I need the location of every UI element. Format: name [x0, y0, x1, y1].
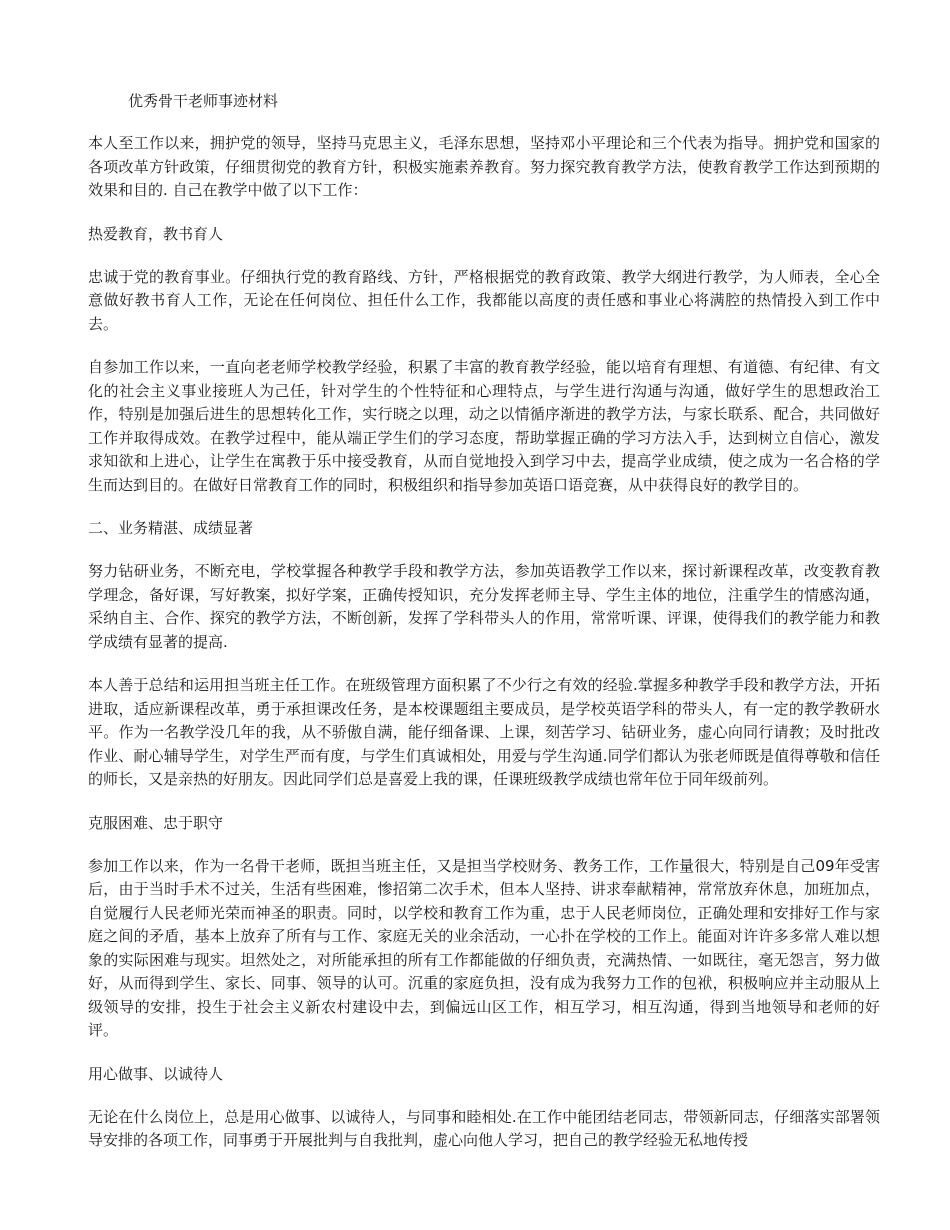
paragraph-class-teacher: 本人善于总结和运用担当班主任工作。在班级管理方面积累了不少行之有效的经验.掌握多种教学手段和教学方法，开拓进取，适应新课程改革，勇于承担课改任务，是本校课题组主要成员，是学校英语学科的带头人，有一定的教学教研水平。作为一名教学没几年的我，从不骄傲自满，能仔细备课、上课，刻苦学习、钻研业务，虚心向同行请教；及时批改作业、耐心辅导学生，对学生严而有度，与学生们真诚相处，用爱与学生沟通.同学们都认为张老师既是值得尊敬和信任的师长，又是亲热的好朋友。因此同学们总是喜爱上我的课，任课班级教学成绩也常年位于同年级前列。: [88, 676, 880, 788]
paragraph-experience: 自参加工作以来，一直向老老师学校教学经验，积累了丰富的教育教学经验，能以培育有理想、有道德、有纪律、有文化的社会主义事业接班人为己任，针对学生的个性特征和心理特点，与学生进行沟通与沟通，做好学生的思想政治工作，特别是加强后进生的思想转化工作，实行晓之以理，动之以情循序渐进的教学方法，与家长联系、配合，共同做好工作并取得成效。在教学过程中，能从端正学生们的学习态度，帮助掌握正确的学习方法入手，达到树立自信心，激发求知欲和上进心，让学生在寓教于乐中接受教育，从而自觉地投入到学习中去，提高学业成绩，使之成为一名合格的学生而达到目的。在做好日常教育工作的同时，积极组织和指导参加英语口语竞赛，从中获得良好的教学目的。: [88, 358, 880, 494]
section-heading-sincerity: 用心做事、以诚待人: [88, 1064, 224, 1083]
section-heading-overcome-difficulties: 克服困难、忠于职守: [88, 813, 224, 832]
paragraph-study-business: 努力钻研业务，不断充电，学校掌握各种教学手段和教学方法，参加英语教学工作以来，探讨新课程改革，改变教育教学理念，备好课，写好教案，拟好学案，正确传授知识，充分发挥老师主导、学生主体的地位，注重学生的情感沟通，采纳自主、合作、探究的教学方法，不断创新，发挥了学科带头人的作用，常常听课、评课，使得我们的教学能力和教学成绩有显著的提高.: [88, 562, 880, 651]
paragraph-sincerity: 无论在什么岗位上，总是用心做事、以诚待人，与同事和睦相处.在工作中能团结老同志，带领新同志，仔细落实部署领导安排的各项工作，同事勇于开展批判与自我批判，虚心向他人学习，把自己的教学经验无私地传授: [88, 1107, 880, 1149]
section-heading-business-excellence: 二、业务精湛、成绩显著: [88, 519, 254, 537]
section-heading-love-education: 热爱教育，教书育人: [88, 224, 224, 243]
paragraph-dedication: 参加工作以来，作为一名骨干老师，既担当班主任，又是担当学校财务、教务工作，工作量很大，特别是自己09年受害后，由于当时手术不过关，生活有些困难，惨招第二次手术，但本人坚持、讲求奉献精神，常常放弃休息，加班加点，自觉履行人民老师光荣而神圣的职责。同时，以学校和教育工作为重，忠于人民老师岗位，正确处理和安排好工作与家庭之间的矛盾，基本上放弃了所有与工作、家庭无关的业余活动，一心扑在学校的工作上。能面对许许多多常人难以想象的实际困难与现实。坦然处之，对所能承担的所有工作都能做的仔细负责，充满热情、一如既往，毫无怨言，努力做好，从而得到学生、家长、同事、领导的认可。沉重的家庭负担，没有成为我努力工作的包袱，积极响应并主动服从上级领导的安排，投生于社会主义新农村建设中去，到偏远山区工作，相互学习，相互沟通，得到当地领导和老师的好评。: [88, 856, 880, 1039]
paragraph-loyalty: 忠诚于党的教育事业。仔细执行党的教育路线、方针，严格根据党的教育政策、教学大纲进行教学，为人师表，全心全意做好教书育人工作，无论在任何岗位、担任什么工作，我都能以高度的责任感和事业心将满腔的热情投入到工作中去。: [88, 267, 880, 333]
document-title: 优秀骨干老师事迹材料: [128, 92, 279, 110]
paragraph-intro: 本人至工作以来，拥护党的领导，坚持马克思主义，毛泽东思想，坚持邓小平理论和三个代表为指导。拥护党和国家的各项改革方针政策，仔细贯彻党的教育方针，积极实施素养教育。努力探究教育教学方法，使教育教学工作达到预期的效果和目的. 自己在教学中做了以下工作：: [88, 134, 880, 199]
